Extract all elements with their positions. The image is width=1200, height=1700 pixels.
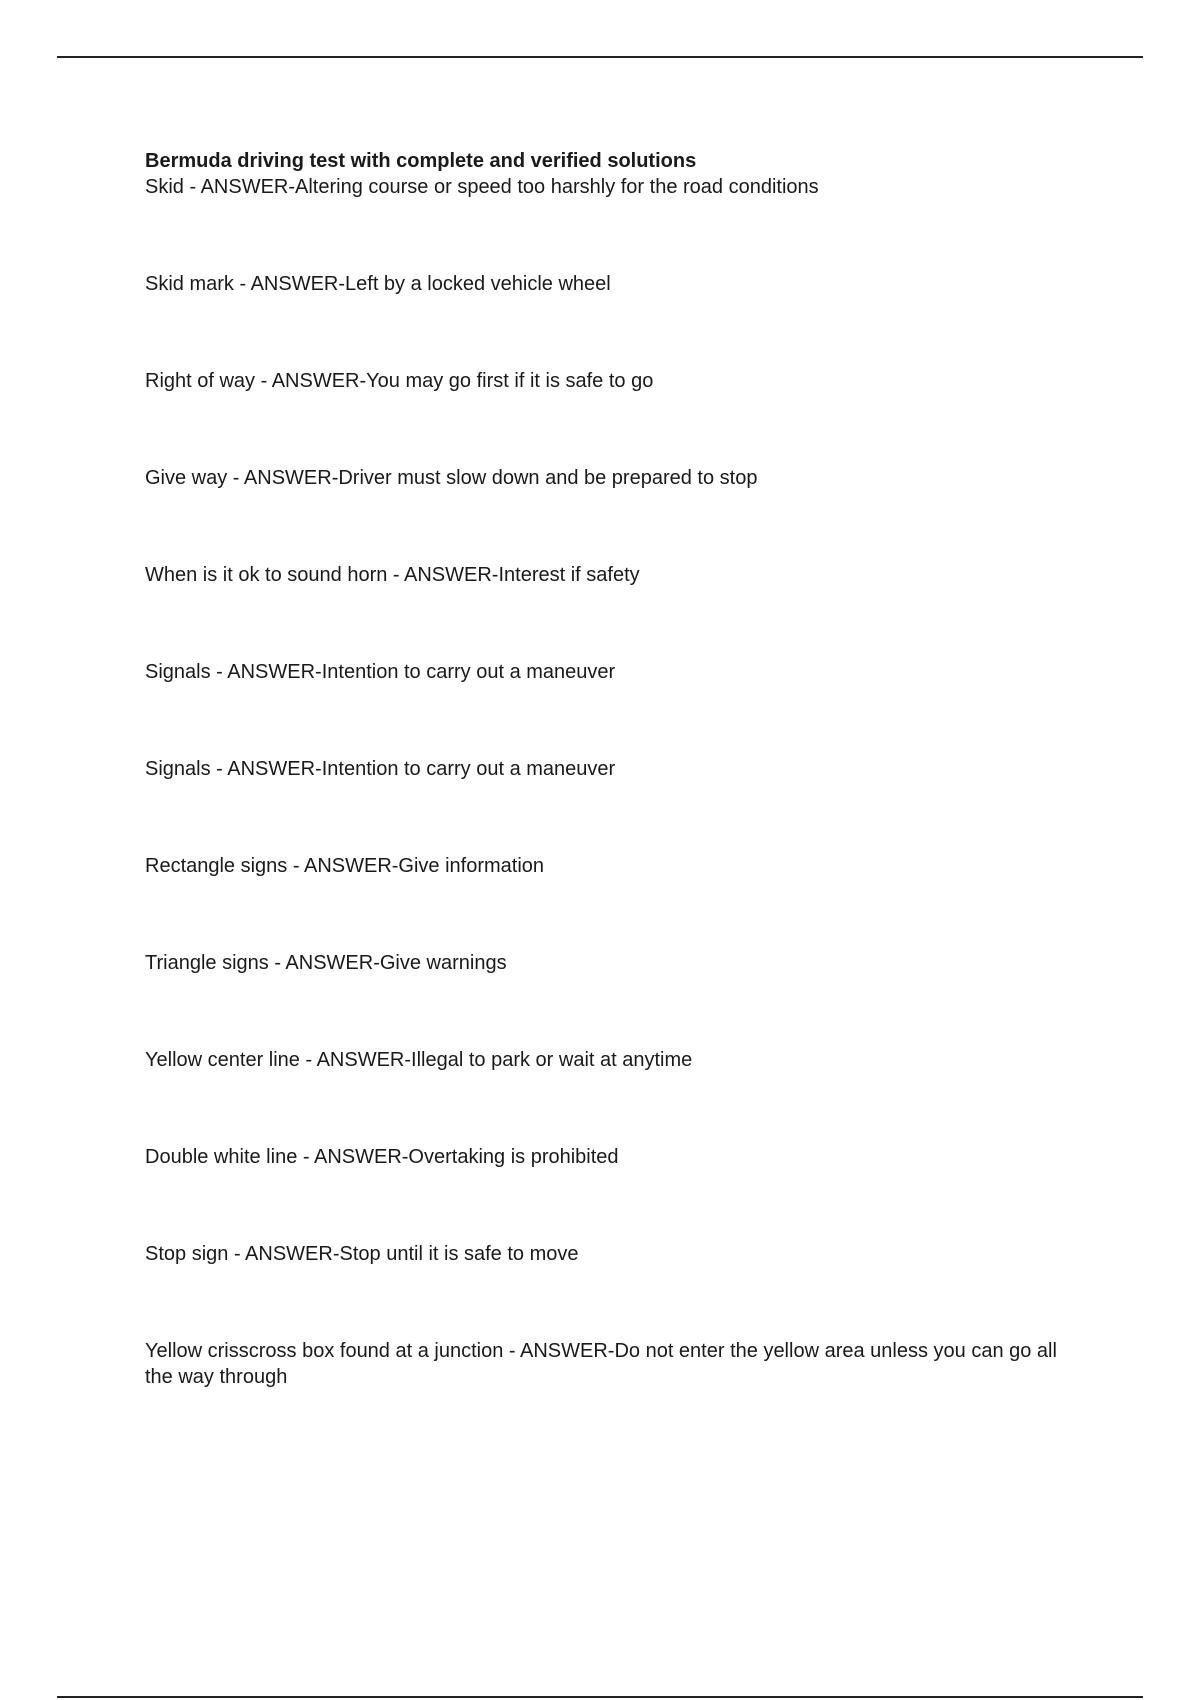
document-title: Bermuda driving test with complete and verified solutions (145, 150, 697, 172)
qa-item: Signals - ANSWER-Intention to carry out a maneuver (145, 758, 616, 780)
qa-item: Rectangle signs - ANSWER-Give information (145, 855, 545, 877)
document-body (145, 148, 1065, 1461)
qa-item: Skid mark - ANSWER-Left by a locked vehicle wheel (145, 273, 611, 295)
qa-item: Stop sign - ANSWER-Stop until it is safe to move (145, 1243, 579, 1265)
header-rule (57, 56, 1143, 58)
qa-list (145, 174, 1065, 1390)
footer-rule (57, 1696, 1143, 1698)
qa-item: When is it ok to sound horn - ANSWER-Interest if safety (145, 564, 640, 586)
qa-item: Give way - ANSWER-Driver must slow down and be prepared to stop (145, 467, 758, 489)
qa-item: Yellow crisscross box found at a junction - ANSWER-Do not enter the yellow area unless you can go all the way through (145, 1340, 1057, 1388)
qa-item: Double white line - ANSWER-Overtaking is prohibited (145, 1146, 619, 1168)
qa-item: Yellow center line - ANSWER-Illegal to park or wait at anytime (145, 1049, 693, 1071)
qa-item: Triangle signs - ANSWER-Give warnings (145, 952, 507, 974)
qa-item: Skid - ANSWER-Altering course or speed too harshly for the road conditions (145, 176, 819, 198)
qa-item: Right of way - ANSWER-You may go first if it is safe to go (145, 370, 654, 392)
qa-item: Signals - ANSWER-Intention to carry out a maneuver (145, 661, 616, 683)
